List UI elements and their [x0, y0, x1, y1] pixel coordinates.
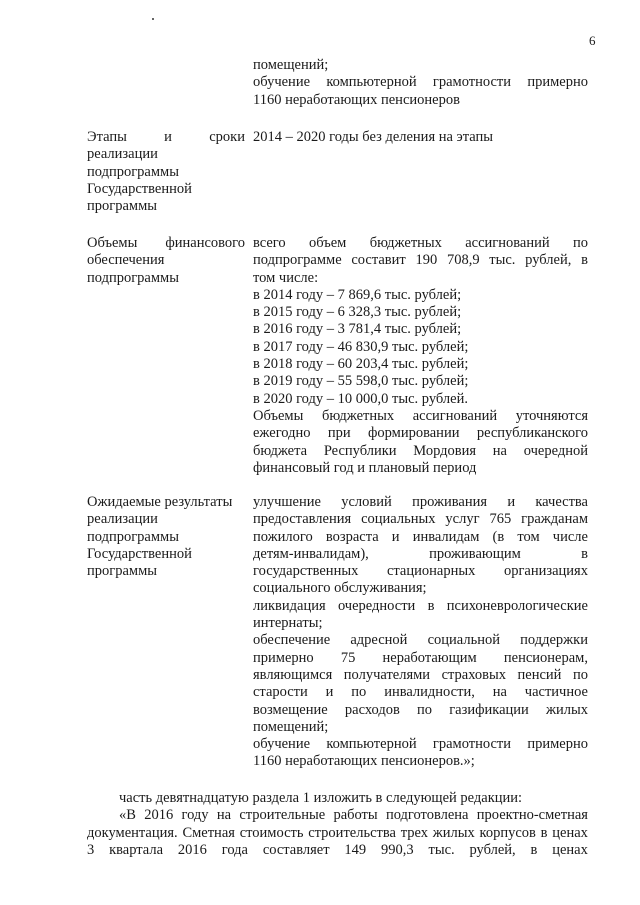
word: по	[572, 666, 588, 683]
word: в	[427, 597, 435, 614]
word: строительные	[239, 807, 326, 824]
word: работы	[333, 807, 378, 824]
value-line	[253, 650, 588, 667]
value-line	[253, 684, 588, 701]
word: тыс.	[489, 252, 516, 269]
label-line: подпрограммы	[87, 269, 179, 286]
value-line: 1160 неработающих пенсионеров.»;	[253, 753, 475, 770]
stages-value	[253, 129, 588, 146]
word: составляет	[262, 841, 330, 858]
word: в	[530, 841, 538, 858]
value-line: в 2015 году – 6 328,3 тыс. рублей;	[253, 304, 462, 321]
word: рублей,	[525, 252, 572, 269]
word: по	[572, 235, 588, 251]
word: ежегодно	[253, 425, 311, 442]
label-word: Объемы	[87, 235, 138, 251]
word: ценах	[552, 841, 588, 858]
word: обеспечение	[253, 632, 331, 649]
value-line: в 2014 году – 7 869,6 тыс. рублей;	[253, 286, 462, 303]
word: инвалидности,	[384, 684, 475, 701]
value-line	[253, 598, 588, 615]
word: (в	[492, 528, 505, 545]
word: компьютерной	[326, 736, 417, 753]
word: примерно	[527, 74, 588, 91]
label-line: подпрограммы	[87, 163, 179, 180]
word: расходов	[344, 701, 400, 718]
word: том	[517, 528, 540, 545]
word: стационарных	[386, 563, 476, 580]
word: бюджетных	[369, 235, 442, 251]
word: неработающим	[382, 649, 477, 666]
word: пенсий	[517, 666, 562, 683]
paragraph-line	[87, 842, 588, 859]
word: поддержки	[520, 632, 588, 649]
value-line: 1160 неработающих пенсионеров	[253, 91, 460, 108]
word: на	[216, 807, 232, 824]
word: ликвидация	[253, 597, 326, 614]
word: инвалидам	[412, 528, 480, 545]
value-line	[253, 252, 588, 269]
body-text	[87, 790, 588, 859]
value-line: в 2018 году – 60 203,4 тыс. рублей;	[253, 356, 469, 373]
scan-dot	[152, 18, 154, 20]
financing-label	[87, 235, 245, 287]
word: грамотности	[432, 74, 512, 91]
word: адресной	[350, 632, 408, 649]
word: примерно	[527, 736, 588, 753]
word: документация.	[87, 824, 178, 841]
word: Сметная	[182, 824, 235, 841]
word: 75	[340, 649, 356, 666]
word: возраста	[325, 528, 379, 545]
value-line: в 2017 году – 46 830,9 тыс. рублей;	[253, 338, 469, 355]
label-line: программы	[87, 198, 157, 215]
results-value	[253, 494, 588, 771]
word: году	[181, 807, 209, 824]
word: жилых	[432, 824, 475, 841]
label-line: обеспечения	[87, 252, 165, 269]
word: услуг	[445, 511, 480, 528]
word: проживания	[412, 494, 488, 510]
word: Объемы	[253, 407, 304, 424]
value-line	[253, 563, 588, 580]
word: подпрограмме	[253, 252, 342, 269]
results-label	[87, 494, 245, 580]
word: пожилого	[253, 528, 313, 545]
word: бюджетных	[321, 407, 395, 424]
label-line: программы	[87, 563, 157, 580]
word: 2016	[177, 841, 207, 858]
word: психоневрологические	[446, 597, 588, 614]
word: стоимость	[239, 824, 304, 841]
word: социальной	[427, 632, 500, 649]
paragraph-line: часть девятнадцатую раздела 1 изложить в следующей редакции:	[119, 790, 523, 806]
word: объем	[308, 235, 347, 251]
word: 708,9	[446, 252, 480, 269]
label-word: сроки	[209, 129, 245, 145]
label-line: Государственной	[87, 180, 192, 197]
word: в	[581, 252, 588, 269]
label-word: Этапы	[87, 129, 127, 145]
continued-value	[253, 57, 588, 109]
word: при	[327, 425, 351, 442]
label-first-line	[87, 235, 245, 252]
value-line	[253, 443, 588, 460]
value-line	[253, 702, 588, 719]
word: 3	[87, 841, 95, 858]
value-line: помещений;	[253, 718, 329, 735]
word: корпусов	[479, 824, 536, 841]
word: проектно-сметная	[476, 807, 588, 824]
word: и	[391, 528, 400, 545]
word: улучшение	[253, 494, 321, 510]
word: жилых	[545, 701, 588, 718]
word: получателями	[343, 666, 431, 683]
word: ценах	[552, 824, 588, 841]
value-line	[253, 632, 588, 649]
label-word: и	[164, 129, 172, 145]
word: всего	[253, 235, 286, 251]
word: пенсионерам,	[503, 649, 588, 666]
word: в	[540, 824, 548, 841]
word: обучение	[253, 74, 311, 91]
value-line	[253, 408, 588, 425]
paragraph-line	[87, 825, 588, 842]
word: являющимся	[253, 666, 333, 683]
value-line: социального обслуживания;	[253, 580, 427, 597]
word: 765	[489, 511, 512, 528]
word: формировании	[367, 425, 460, 442]
value-line	[253, 511, 588, 528]
word: грамотности	[432, 736, 512, 753]
value-line: в 2019 году – 55 598,0 тыс. рублей;	[253, 373, 469, 390]
value-line: интернаты;	[253, 615, 323, 632]
value-line	[253, 736, 588, 753]
word: организациях	[503, 563, 588, 580]
word: гражданам	[521, 511, 588, 528]
word: газификации	[449, 701, 529, 718]
word: на	[492, 442, 507, 459]
word: страховых	[441, 666, 507, 683]
value-line	[253, 529, 588, 546]
value-line: 2014 – 2020 годы без деления на этапы	[253, 129, 494, 145]
value-line: в 2016 году – 3 781,4 тыс. рублей;	[253, 321, 462, 338]
word: обучение	[253, 736, 311, 753]
financing-value	[253, 235, 588, 477]
word: «В	[119, 807, 136, 824]
label-line: реализации	[87, 511, 158, 528]
value-line: помещений;	[253, 57, 329, 73]
word: условий	[341, 494, 392, 510]
word: на	[492, 684, 507, 701]
word: бюджета	[253, 442, 308, 459]
word: проживающим	[429, 545, 521, 562]
label-line: Государственной	[87, 545, 192, 562]
stages-label	[87, 129, 245, 215]
word: в	[581, 545, 588, 562]
word: ассигнований	[412, 407, 498, 424]
word: возмещение	[253, 701, 328, 718]
word: 190	[415, 252, 438, 269]
word: 149	[344, 841, 367, 858]
word: строительства	[308, 824, 396, 841]
word: 990,3	[381, 841, 414, 858]
word: старости	[253, 684, 308, 701]
label-first-line	[87, 129, 245, 146]
value-line: в 2020 году – 10 000,0 тыс. рублей.	[253, 390, 468, 407]
word: компьютерной	[326, 74, 417, 91]
word: числе	[552, 528, 588, 545]
paragraph-line	[87, 807, 588, 824]
word: подготовлена	[385, 807, 469, 824]
page-number: 6	[589, 33, 596, 48]
word: трех	[400, 824, 428, 841]
value-line: том числе:	[253, 269, 319, 286]
word: составит	[351, 252, 406, 269]
word: Республики	[323, 442, 397, 459]
value-line	[253, 546, 588, 563]
word: тыс.	[428, 841, 455, 858]
word: квартала	[109, 841, 164, 858]
label-line: подпрограммы	[87, 528, 179, 545]
word: Мордовия	[413, 442, 477, 459]
word: примерно	[253, 649, 314, 666]
word: и	[325, 684, 334, 701]
value-line	[253, 667, 588, 684]
word: республиканского	[476, 425, 588, 442]
word: и	[507, 494, 516, 510]
word: по	[417, 701, 433, 718]
word: ассигнований	[465, 235, 550, 251]
word: государственных	[253, 563, 359, 580]
word: качества	[535, 494, 588, 510]
word: социальных	[361, 511, 436, 528]
label-line: реализации	[87, 146, 158, 163]
word: 2016	[144, 807, 174, 824]
word: года	[221, 841, 248, 858]
word: рублей,	[469, 841, 516, 858]
word: очередности	[337, 597, 416, 614]
word: очередной	[523, 442, 588, 459]
value-line	[253, 425, 588, 442]
word: по	[351, 684, 367, 701]
word: предоставления	[253, 511, 352, 528]
word: детям-инвалидам),	[253, 545, 369, 562]
word: частичное	[524, 684, 588, 701]
label-line: Ожидаемые результаты	[87, 494, 233, 510]
word: уточняются	[515, 407, 588, 424]
value-line: финансовый год и плановый период	[253, 459, 477, 476]
value-line	[253, 235, 588, 252]
label-word: финансового	[165, 235, 245, 251]
value-line	[253, 494, 588, 511]
value-line	[253, 74, 588, 91]
